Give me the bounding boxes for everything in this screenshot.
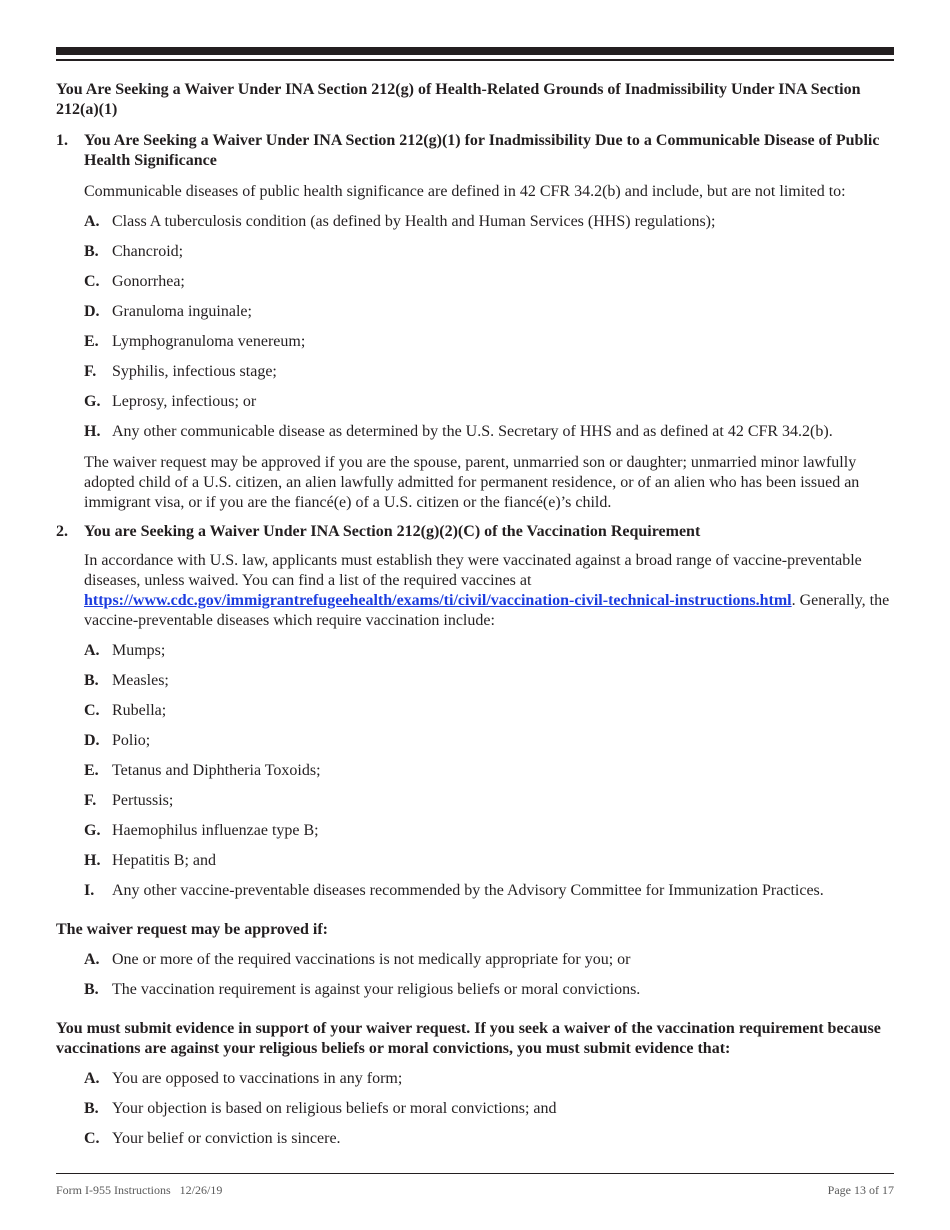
list-item: B. Measles; xyxy=(84,672,169,689)
list-item: A. One or more of the required vaccinations is not medically appropriate for you; or xyxy=(84,951,631,968)
list-item: G. Leprosy, infectious; or xyxy=(84,393,257,410)
evidence-heading: You must submit evidence in support of your waiver request. If you seek a waiver of the vaccination requirement because vaccinations are against your religious beliefs or moral convictions, you must submit evidence that: xyxy=(56,1020,881,1057)
item-1-title: You Are Seeking a Waiver Under INA Section 212(g)(1) for Inadmissibility Due to a Communicable Disease of Public Health Significance xyxy=(84,132,880,169)
section-heading: You Are Seeking a Waiver Under INA Section 212(g) of Health-Related Grounds of Inadmissibility Under INA Section 212(a)(1) xyxy=(56,81,861,118)
list-item: G. Haemophilus influenzae type B; xyxy=(84,822,319,839)
footer-page-number: Page 13 of 17 xyxy=(827,1183,894,1197)
list-item: H. Hepatitis B; and xyxy=(84,852,216,869)
list-item: H. Any other communicable disease as determined by the U.S. Secretary of HHS and as defined at 42 CFR 34.2(b). xyxy=(84,423,833,440)
page-content xyxy=(56,80,894,1149)
list-item: E. Tetanus and Diphtheria Toxoids; xyxy=(84,762,321,779)
cdc-vaccination-link[interactable]: https://www.cdc.gov/immigrantrefugeehealth/exams/ti/civil/vaccination-civil-technical-instructions.html xyxy=(84,592,792,609)
item-2 xyxy=(56,522,894,542)
approval-heading: The waiver request may be approved if: xyxy=(56,921,328,938)
list-item: D. Granuloma inguinale; xyxy=(84,303,252,320)
footer-form-info: Form I-955 Instructions 12/26/19 xyxy=(56,1183,223,1197)
list-item: C. Gonorrhea; xyxy=(84,273,185,290)
list-item: I. Any other vaccine-preventable diseases recommended by the Advisory Committee for Immunization Practices. xyxy=(84,882,824,899)
list-item: D. Polio; xyxy=(84,732,151,749)
list-item: C. Your belief or conviction is sincere. xyxy=(84,1130,341,1147)
list-item: A. Mumps; xyxy=(84,642,166,659)
list-item: B. Chancroid; xyxy=(84,243,184,260)
item-1-number: 1. xyxy=(56,132,68,149)
list-item: B. Your objection is based on religious beliefs or moral convictions; and xyxy=(84,1100,557,1117)
header-rule-thick xyxy=(56,47,894,55)
item-2-title: You are Seeking a Waiver Under INA Section 212(g)(2)(C) of the Vaccination Requirement xyxy=(84,523,701,540)
item-1-intro: Communicable diseases of public health significance are defined in 42 CFR 34.2(b) and include, but are not limited to: xyxy=(84,183,846,200)
item-1 xyxy=(56,131,894,171)
item-1-closing: The waiver request may be approved if you are the spouse, parent, unmarried son or daughter; unmarried minor lawfully adopted child of a U.S. citizen, an alien lawfully admitted for permanent residence, or of an alien who has been issued an immigrant visa, or if you are the fiancé(e) of a U.S. citizen or the fiancé(e)’s child. xyxy=(84,454,860,511)
footer-rule xyxy=(56,1173,894,1174)
item-2-intro: In accordance with U.S. law, applicants must establish they were vaccinated against a broad range of vaccine-preventable diseases, unless waived. You can find a list of the required vaccines at https://www.cdc.gov/immigrantrefugeehealth/exams/ti/civil/vaccination-civil-technical-instructions.html. Generally, the vaccine-preventable diseases which require vaccination include: xyxy=(84,552,890,629)
list-item: F. Syphilis, infectious stage; xyxy=(84,363,277,380)
item-2-number: 2. xyxy=(56,523,68,540)
list-item: A. Class A tuberculosis condition (as defined by Health and Human Services (HHS) regulations); xyxy=(84,213,716,230)
header-rule-thin xyxy=(56,59,894,61)
approval-list xyxy=(56,950,894,1000)
evidence-list xyxy=(56,1069,894,1149)
vaccine-list xyxy=(56,641,894,901)
list-item: C. Rubella; xyxy=(84,702,167,719)
list-item: E. Lymphogranuloma venereum; xyxy=(84,333,306,350)
list-item: A. You are opposed to vaccinations in any form; xyxy=(84,1070,403,1087)
list-item: B. The vaccination requirement is against your religious beliefs or moral convictions. xyxy=(84,981,641,998)
list-item: F. Pertussis; xyxy=(84,792,174,809)
communicable-disease-list xyxy=(56,212,894,442)
